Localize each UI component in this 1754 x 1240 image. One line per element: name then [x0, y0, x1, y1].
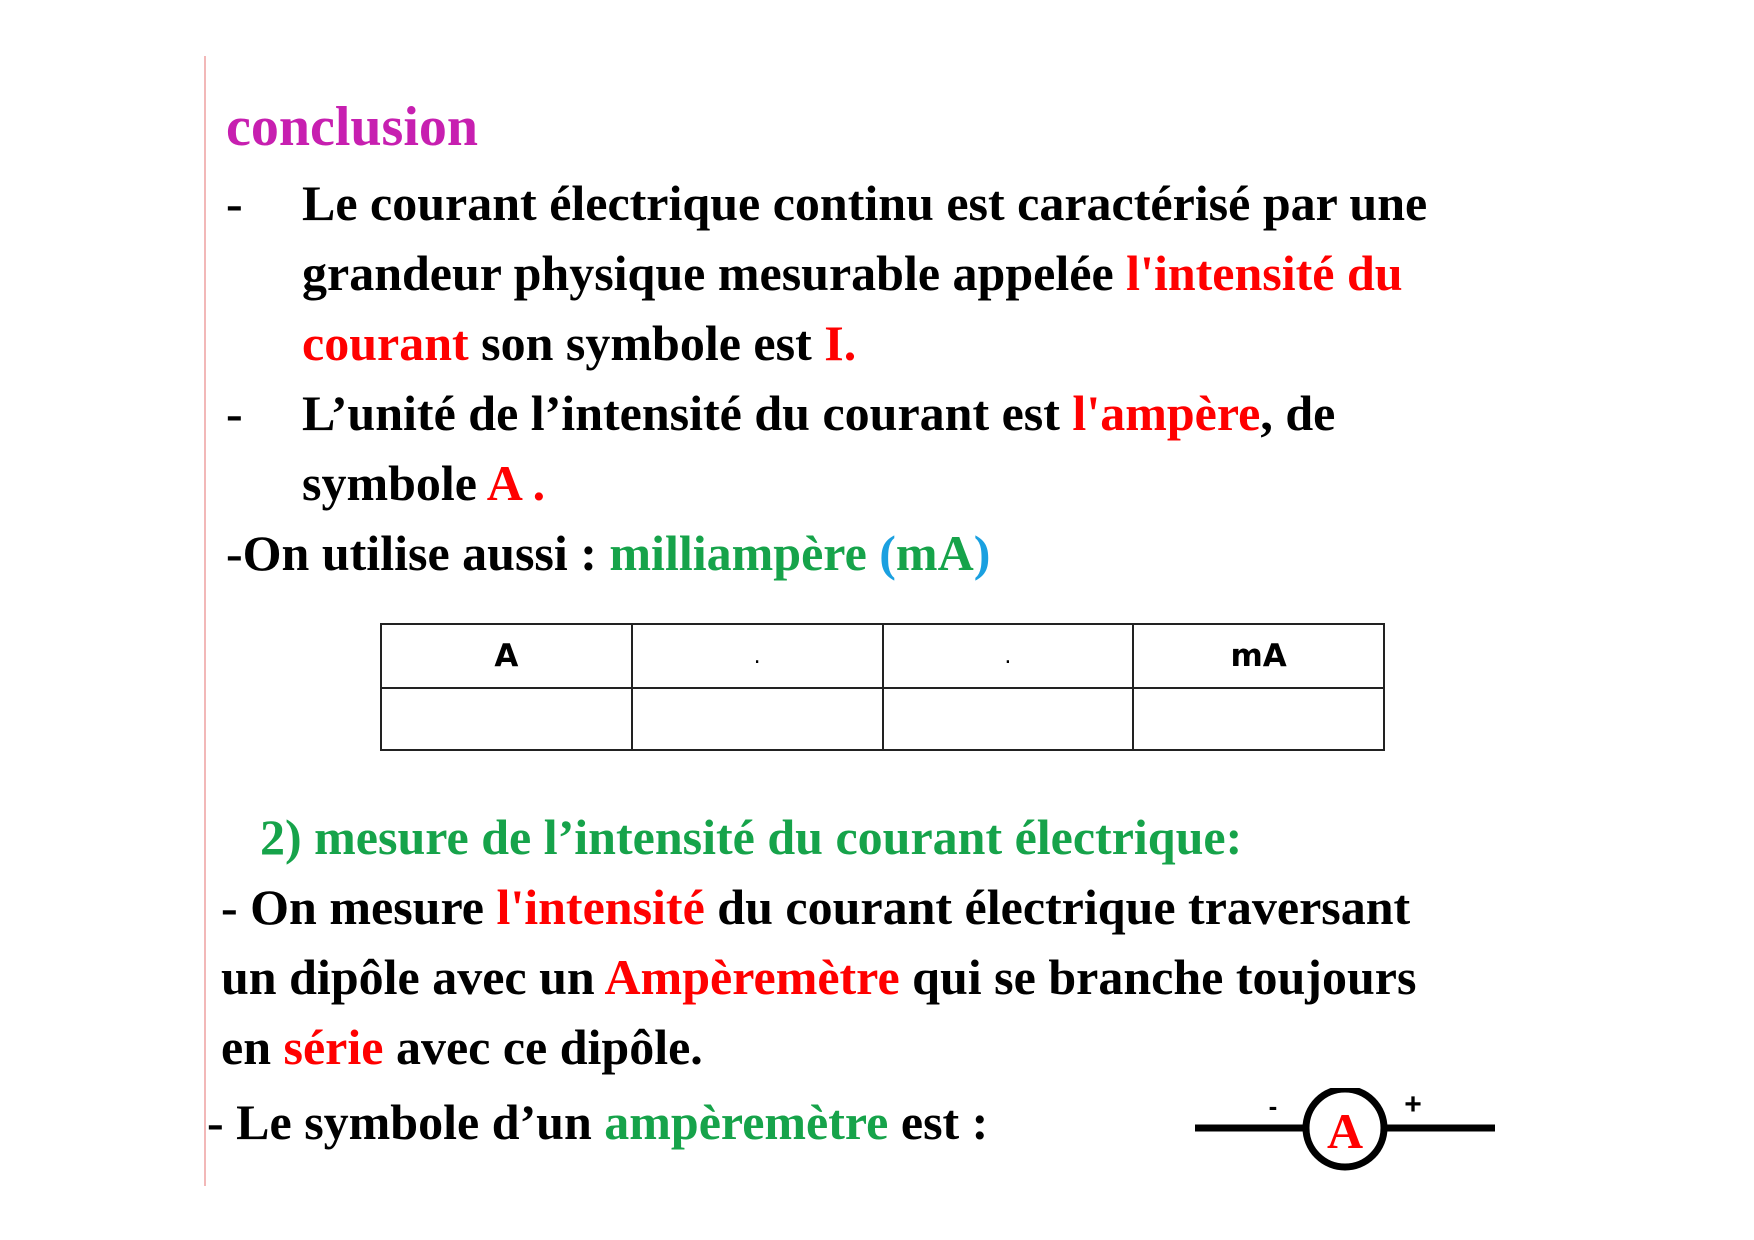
section2-line2-text: un dipôle avec un — [221, 949, 605, 1005]
conclusion-title: conclusion — [226, 96, 479, 158]
bullet2-line1-tail: , de — [1260, 385, 1336, 441]
section2-line2 — [221, 947, 1416, 1007]
section2-line4-tail: est : — [888, 1094, 989, 1150]
bullet2-line1-text: L’unité de l’intensité du courant est — [302, 385, 1073, 441]
section2-line3-tail: avec ce dipôle. — [383, 1019, 703, 1075]
amperemetre-term: Ampèremètre — [604, 949, 900, 1005]
ammeter-letter: A — [1326, 1103, 1364, 1159]
bullet2-line2-text: symbole — [302, 455, 487, 511]
section2-line2-tail: qui se branche toujours — [899, 949, 1417, 1005]
section2-line1-tail: du courant électrique traversant — [704, 879, 1411, 935]
section2-line4 — [207, 1092, 988, 1152]
intensity-term: l'intensité du — [1126, 245, 1403, 301]
section2-line3-text: en — [221, 1019, 284, 1075]
bullet1-line3 — [302, 313, 856, 373]
section2-line1 — [221, 877, 1410, 937]
milliampere-term: milliampère — [609, 525, 880, 581]
bullet1-line2-text: grandeur physique mesurable appelée — [302, 245, 1127, 301]
intensite-term: l'intensité — [496, 879, 705, 935]
table-value-cell — [381, 688, 632, 750]
symbol-A: A . — [486, 455, 546, 511]
section2-line1-text: - On mesure — [221, 879, 497, 935]
table-value-cell — [1133, 688, 1384, 750]
bullet1-line2 — [302, 243, 1403, 303]
bullet1-dash: - — [226, 175, 243, 231]
table-value-cell — [883, 688, 1134, 750]
page-margin-line — [204, 56, 206, 1186]
table-header-cell: A — [381, 624, 632, 688]
table-value-cell — [632, 688, 883, 750]
table-header-row — [381, 624, 1384, 688]
table-value-row — [381, 688, 1384, 750]
table-header-cell: . — [883, 624, 1134, 688]
bullet1-line3-text: son symbole est — [468, 315, 825, 371]
paren-open: ( — [879, 525, 896, 581]
paren-close: ) — [973, 525, 991, 581]
bullet2-line1 — [302, 383, 1335, 443]
unit-conversion-table — [380, 623, 1385, 751]
mA-term: mA — [895, 525, 974, 581]
symbol-I: I. — [824, 315, 857, 371]
bullet3-line — [226, 523, 990, 583]
section2-line4-text: - Le symbole d’un — [207, 1094, 605, 1150]
plus-terminal: + — [1404, 1088, 1422, 1121]
bullet2-line2 — [302, 453, 545, 513]
ammeter-symbol-icon — [1195, 1088, 1505, 1188]
serie-term: série — [283, 1019, 384, 1075]
minus-terminal: - — [1268, 1091, 1278, 1121]
bullet1-line1: Le courant électrique continu est caractérisé par une — [302, 175, 1428, 231]
bullet2-dash: - — [226, 385, 243, 441]
bullet3-text: -On utilise aussi : — [226, 525, 610, 581]
section2-line3 — [221, 1017, 703, 1077]
table-header-cell: mA — [1133, 624, 1384, 688]
courant-term: courant — [302, 315, 469, 371]
ampere-term: l'ampère — [1072, 385, 1261, 441]
table-header-cell: . — [632, 624, 883, 688]
section2-heading: 2) mesure de l’intensité du courant électrique: — [260, 809, 1243, 865]
amperemetre-green-term: ampèremètre — [604, 1094, 889, 1150]
